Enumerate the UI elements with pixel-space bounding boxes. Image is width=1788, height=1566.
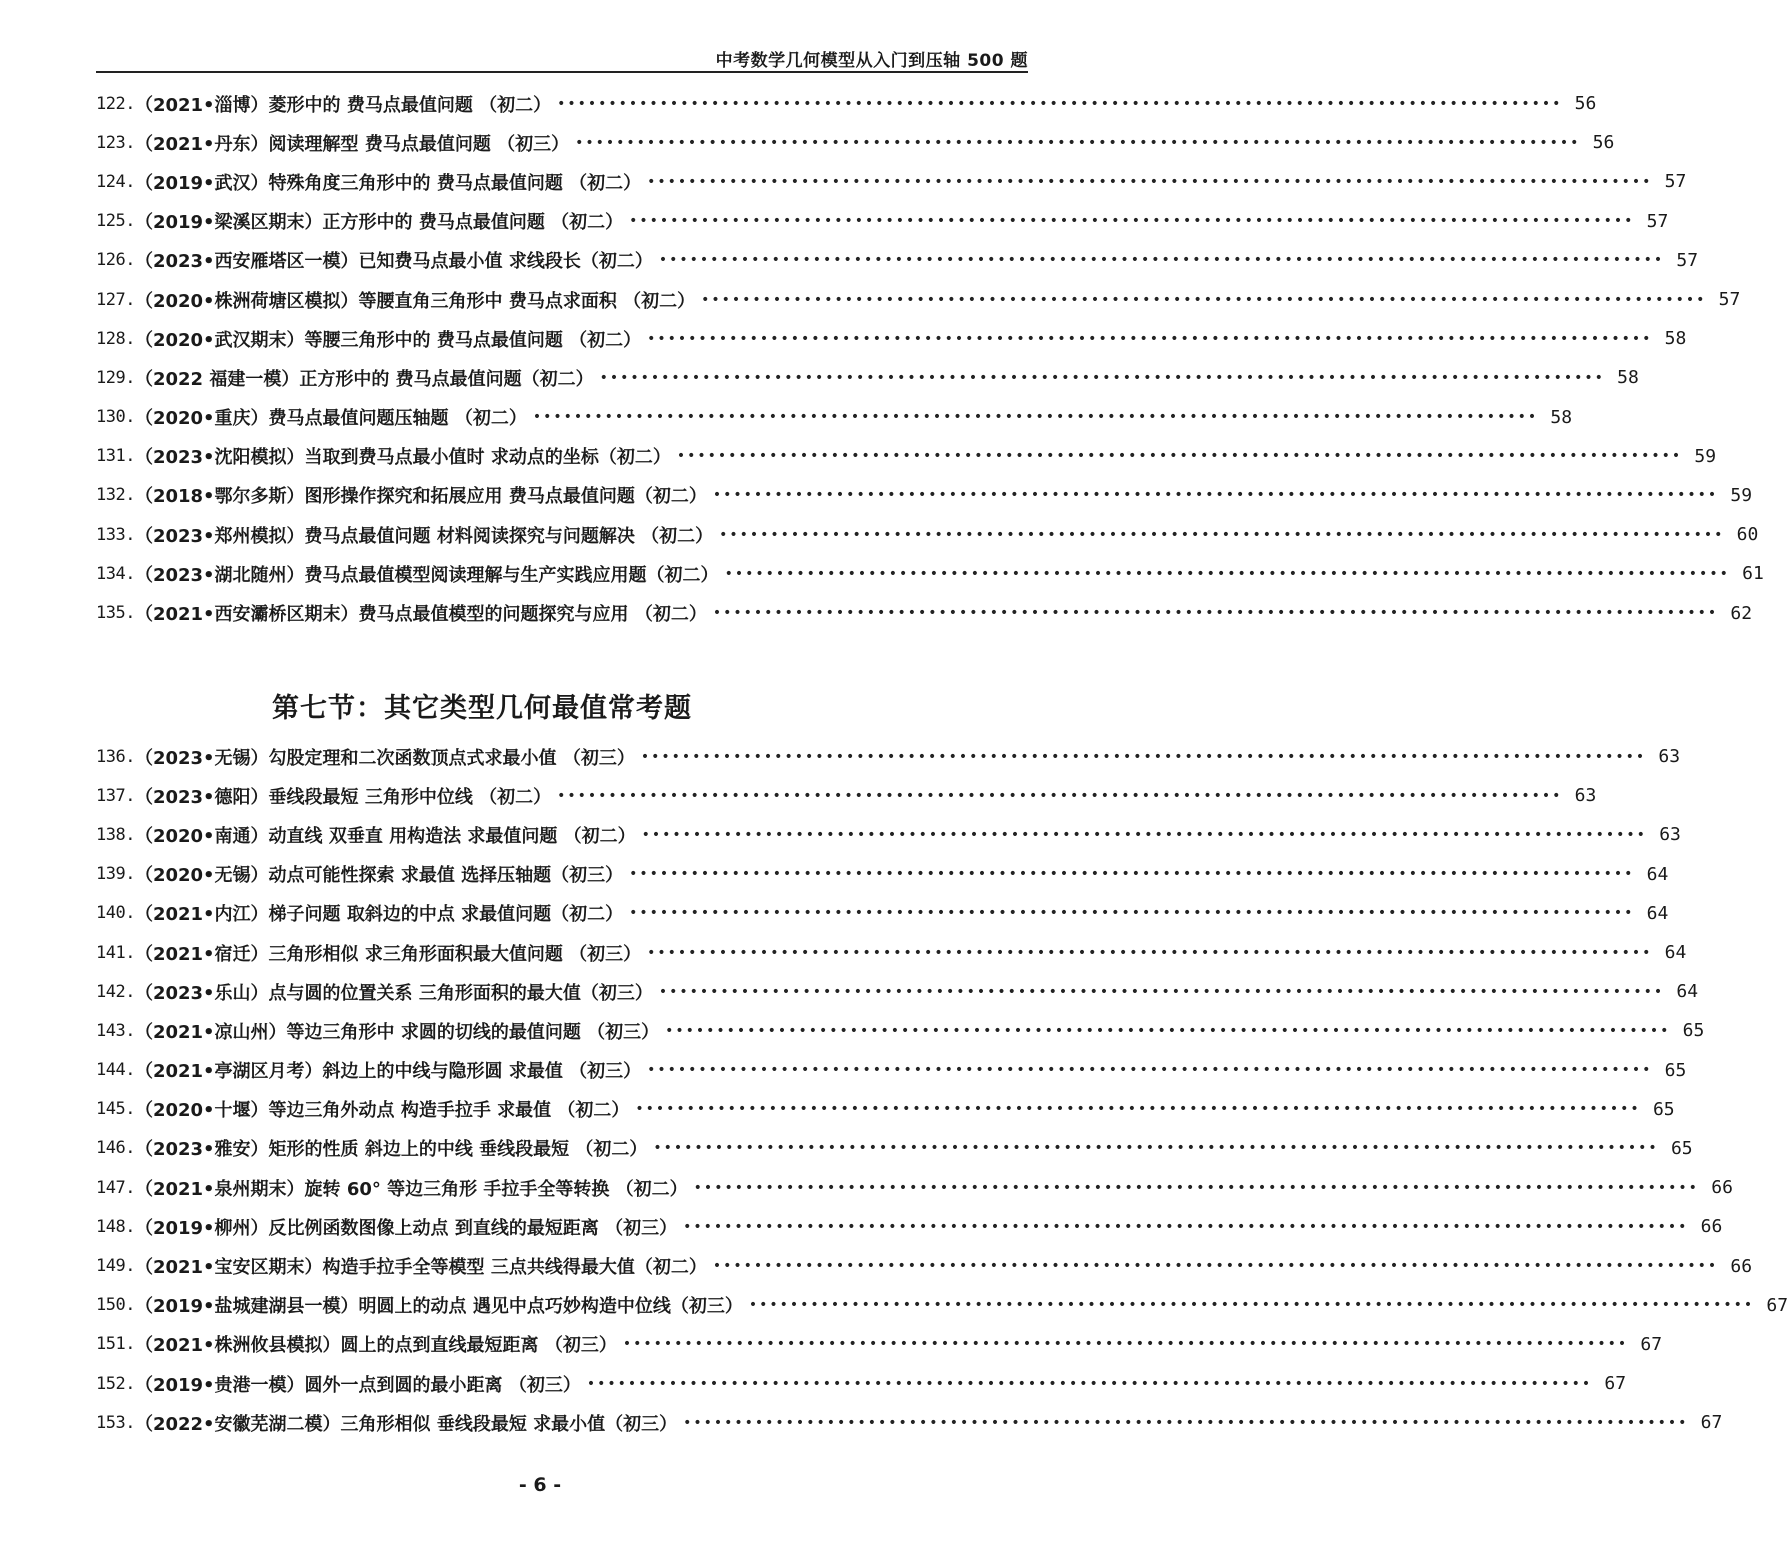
entry-number: 141. — [96, 942, 135, 963]
entry-number: 131. — [96, 446, 135, 467]
toc-entry[interactable] — [96, 593, 1753, 632]
toc-entry[interactable] — [96, 1403, 1723, 1442]
entry-number: 128. — [96, 328, 135, 349]
entry-number: 151. — [96, 1334, 135, 1355]
entry-page-number: 57 — [1718, 289, 1741, 311]
toc-entry[interactable] — [96, 1011, 1705, 1050]
toc-entry[interactable] — [96, 319, 1687, 358]
dot-leader — [635, 1101, 1640, 1117]
entry-title: （2021•凉山州）等边三角形中 求圆的切线的最值问题 （初三） — [134, 1021, 660, 1043]
entry-number: 134. — [96, 563, 135, 584]
entry-title: （2021•丹东）阅读理解型 费马点最值问题 （初三） — [134, 133, 570, 155]
dot-leader — [677, 448, 1682, 464]
dot-leader — [683, 1415, 1688, 1431]
entry-page-number: 64 — [1664, 942, 1687, 964]
entry-title: （2022•安徽芜湖二模）三角形相似 垂线段最短 求最小值（初三） — [134, 1413, 678, 1435]
dot-leader — [575, 135, 1580, 151]
entry-title: （2023•乐山）点与圆的位置关系 三角形面积的最大值（初三） — [134, 982, 653, 1004]
entry-page-number: 59 — [1730, 484, 1753, 506]
dot-leader — [623, 1336, 1628, 1352]
entry-page-number: 67 — [1640, 1333, 1663, 1355]
entry-page-number: 57 — [1646, 210, 1669, 232]
dot-leader — [659, 252, 1664, 268]
entry-number: 149. — [96, 1256, 135, 1277]
entry-page-number: 60 — [1736, 524, 1759, 546]
entry-page-number: 61 — [1742, 563, 1764, 585]
toc-entry[interactable] — [96, 437, 1717, 476]
entry-number: 136. — [96, 746, 135, 767]
entry-number: 140. — [96, 903, 135, 924]
entry-title: （2023•西安雁塔区一模）已知费马点最小值 求线段长（初二） — [134, 251, 653, 273]
entry-page-number: 65 — [1664, 1059, 1687, 1081]
toc-entry[interactable] — [96, 1051, 1687, 1090]
entry-page-number: 66 — [1711, 1177, 1733, 1199]
entry-title: （2023•德阳）垂线段最短 三角形中位线 （初二） — [134, 786, 552, 808]
entry-number: 153. — [96, 1412, 135, 1433]
entry-page-number: 64 — [1646, 902, 1669, 924]
dot-leader — [713, 1258, 1718, 1274]
entry-number: 147. — [96, 1177, 135, 1198]
section-title: 第七节：其它类型几何最值常考题 — [272, 693, 692, 724]
entry-page-number: 58 — [1617, 367, 1639, 389]
dot-leader — [665, 1023, 1670, 1039]
entry-page-number: 62 — [1730, 602, 1753, 624]
toc-entry[interactable] — [96, 554, 1764, 593]
entry-title: （2021•西安灞桥区期末）费马点最值模型的问题探究与应用 （初二） — [134, 604, 707, 626]
toc-entry[interactable] — [96, 1364, 1627, 1403]
entry-title: （2019•柳州）反比例函数图像上动点 到直线的最短距离 （初三） — [134, 1217, 678, 1239]
entry-number: 139. — [96, 864, 135, 885]
toc-entry[interactable] — [96, 776, 1597, 815]
toc-entry[interactable] — [96, 123, 1615, 162]
dot-leader — [557, 788, 1562, 804]
entry-number: 123. — [96, 132, 135, 153]
entry-page-number: 64 — [1676, 981, 1699, 1003]
entry-page-number: 67 — [1700, 1412, 1723, 1434]
entry-page-number: 63 — [1574, 785, 1597, 807]
entry-number: 126. — [96, 250, 135, 271]
toc-entry[interactable] — [96, 202, 1669, 241]
toc-entry[interactable] — [96, 1286, 1788, 1325]
entry-page-number: 56 — [1574, 93, 1597, 115]
dot-leader — [587, 1376, 1592, 1392]
toc-entry[interactable] — [96, 1207, 1723, 1246]
entry-number: 145. — [96, 1099, 135, 1120]
dot-leader — [629, 866, 1634, 882]
entry-number: 144. — [96, 1060, 135, 1081]
dot-leader — [647, 1062, 1652, 1078]
dot-leader — [533, 409, 1538, 425]
entry-page-number: 58 — [1664, 328, 1687, 350]
dot-leader — [600, 370, 1605, 386]
toc-entry[interactable] — [96, 855, 1669, 894]
entry-title: （2022 福建一模）正方形中的 费马点最值问题（初二） — [134, 368, 594, 390]
entry-page-number: 64 — [1646, 863, 1669, 885]
entry-number: 146. — [96, 1138, 135, 1159]
dot-leader — [641, 749, 1646, 765]
toc-entry[interactable] — [96, 515, 1759, 554]
dot-leader — [642, 827, 1647, 843]
entry-title: （2019•梁溪区期末）正方形中的 费马点最值问题 （初二） — [134, 212, 624, 234]
entry-page-number: 65 — [1682, 1020, 1705, 1042]
entry-title: （2019•盐城建湖县一模）明圆上的动点 遇见中点巧妙构造中位线（初三） — [134, 1296, 743, 1318]
entry-page-number: 57 — [1676, 249, 1699, 271]
dot-leader — [713, 487, 1718, 503]
dot-leader — [557, 96, 1562, 112]
entry-title: （2018•鄂尔多斯）图形操作探究和拓展应用 费马点最值问题（初二） — [134, 486, 707, 508]
entry-title: （2020•武汉期末）等腰三角形中的 费马点最值问题 （初二） — [134, 329, 642, 351]
toc-entry[interactable] — [96, 972, 1699, 1011]
entry-page-number: 67 — [1766, 1294, 1788, 1316]
dot-leader — [629, 905, 1634, 921]
toc-entry[interactable] — [96, 280, 1741, 319]
dot-leader — [647, 945, 1652, 961]
entry-page-number: 66 — [1730, 1255, 1753, 1277]
dot-leader — [749, 1297, 1754, 1313]
dot-leader — [647, 174, 1652, 190]
entry-page-number: 65 — [1670, 1137, 1693, 1159]
entry-page-number: 65 — [1652, 1098, 1675, 1120]
dot-leader — [725, 566, 1730, 582]
dot-leader — [629, 213, 1634, 229]
entry-number: 132. — [96, 485, 135, 506]
entry-page-number: 66 — [1700, 1216, 1723, 1238]
entry-title: （2021•宿迁）三角形相似 求三角形面积最大值问题 （初三） — [134, 943, 642, 965]
dot-leader — [694, 1180, 1699, 1196]
dot-leader — [659, 984, 1664, 1000]
toc-entry[interactable] — [96, 1246, 1753, 1285]
toc-list-section-b — [96, 737, 1788, 1442]
entry-page-number: 59 — [1694, 445, 1717, 467]
entry-title: （2023•沈阳模拟）当取到费马点最小值时 求动点的坐标（初二） — [134, 447, 671, 469]
toc-entry[interactable] — [96, 1168, 1733, 1207]
book-title: 中考数学几何模型从入门到压轴 500 题 — [715, 51, 1028, 71]
page-number: - 6 - — [518, 1474, 562, 1496]
entry-page-number: 57 — [1664, 171, 1687, 193]
toc-entry[interactable] — [96, 1129, 1693, 1168]
entry-number: 125. — [96, 211, 135, 232]
toc-entry[interactable] — [96, 241, 1699, 280]
entry-title: （2021•株洲攸县模拟）圆上的点到直线最短距离 （初三） — [134, 1335, 617, 1357]
entry-number: 152. — [96, 1373, 135, 1394]
entry-title: （2021•淄博）菱形中的 费马点最值问题 （初二） — [134, 94, 552, 116]
entry-title: （2019•贵港一模）圆外一点到圆的最小距离 （初三） — [134, 1374, 581, 1396]
entry-title: （2023•雅安）矩形的性质 斜边上的中线 垂线段最短 （初二） — [134, 1139, 648, 1161]
entry-number: 130. — [96, 407, 135, 428]
toc-entry[interactable] — [96, 84, 1597, 123]
entry-title: （2021•亭湖区月考）斜边上的中线与隐形圆 求最值 （初三） — [134, 1061, 642, 1083]
entry-title: （2019•武汉）特殊角度三角形中的 费马点最值问题 （初二） — [134, 172, 642, 194]
toc-entry[interactable] — [96, 358, 1639, 397]
entry-number: 135. — [96, 603, 135, 624]
entry-number: 142. — [96, 981, 135, 1002]
entry-number: 124. — [96, 171, 135, 192]
toc-entry[interactable] — [96, 1325, 1663, 1364]
entry-number: 133. — [96, 524, 135, 545]
entry-number: 122. — [96, 93, 135, 114]
entry-title: （2020•重庆）费马点最值问题压轴题 （初二） — [134, 408, 527, 430]
toc-entry[interactable] — [96, 933, 1687, 972]
dot-leader — [647, 331, 1652, 347]
entry-number: 148. — [96, 1216, 135, 1237]
toc-entry[interactable] — [96, 398, 1573, 437]
entry-title: （2020•株洲荷塘区模拟）等腰直角三角形中 费马点求面积 （初二） — [134, 290, 696, 312]
toc-entry[interactable] — [96, 894, 1669, 933]
entry-title: （2021•宝安区期末）构造手拉手全等模型 三点共线得最大值（初二） — [134, 1257, 707, 1279]
dot-leader — [713, 605, 1718, 621]
entry-page-number: 67 — [1604, 1373, 1627, 1395]
dot-leader — [701, 292, 1706, 308]
toc-entry[interactable] — [96, 162, 1687, 201]
entry-title: （2020•南通）动直线 双垂直 用构造法 求最值问题 （初二） — [134, 825, 636, 847]
entry-title: （2021•内江）梯子问题 取斜边的中点 求最值问题（初二） — [134, 904, 624, 926]
entry-number: 138. — [96, 824, 135, 845]
toc-entry[interactable] — [96, 1090, 1675, 1129]
entry-number: 143. — [96, 1020, 135, 1041]
entry-page-number: 56 — [1592, 132, 1615, 154]
dot-leader — [653, 1140, 1658, 1156]
dot-leader — [719, 527, 1724, 543]
entry-number: 150. — [96, 1295, 135, 1316]
entry-title: （2023•湖北随州）费马点最值模型阅读理解与生产实践应用题（初二） — [134, 564, 719, 586]
toc-entry[interactable] — [96, 737, 1681, 776]
entry-title: （2023•郑州模拟）费马点最值问题 材料阅读探究与问题解决 （初二） — [134, 525, 714, 547]
entry-title: （2020•十堰）等边三角外动点 构造手拉手 求最值 （初二） — [134, 1100, 630, 1122]
entry-page-number: 63 — [1659, 824, 1681, 846]
entry-title: （2020•无锡）动点可能性探索 求最值 选择压轴题（初三） — [134, 865, 624, 887]
entry-page-number: 58 — [1550, 406, 1573, 428]
toc-entry[interactable] — [96, 815, 1681, 854]
entry-title: （2021•泉州期末）旋转 60° 等边三角形 手拉手全等转换 （初二） — [134, 1178, 688, 1200]
entry-title: （2023•无锡）勾股定理和二次函数顶点式求最小值 （初三） — [134, 747, 635, 769]
dot-leader — [683, 1219, 1688, 1235]
toc-list-section-a — [96, 84, 1764, 633]
entry-number: 129. — [96, 367, 135, 388]
header-divider — [96, 71, 1028, 73]
entry-number: 127. — [96, 289, 135, 310]
entry-number: 137. — [96, 785, 135, 806]
toc-entry[interactable] — [96, 476, 1753, 515]
entry-page-number: 63 — [1658, 746, 1681, 768]
